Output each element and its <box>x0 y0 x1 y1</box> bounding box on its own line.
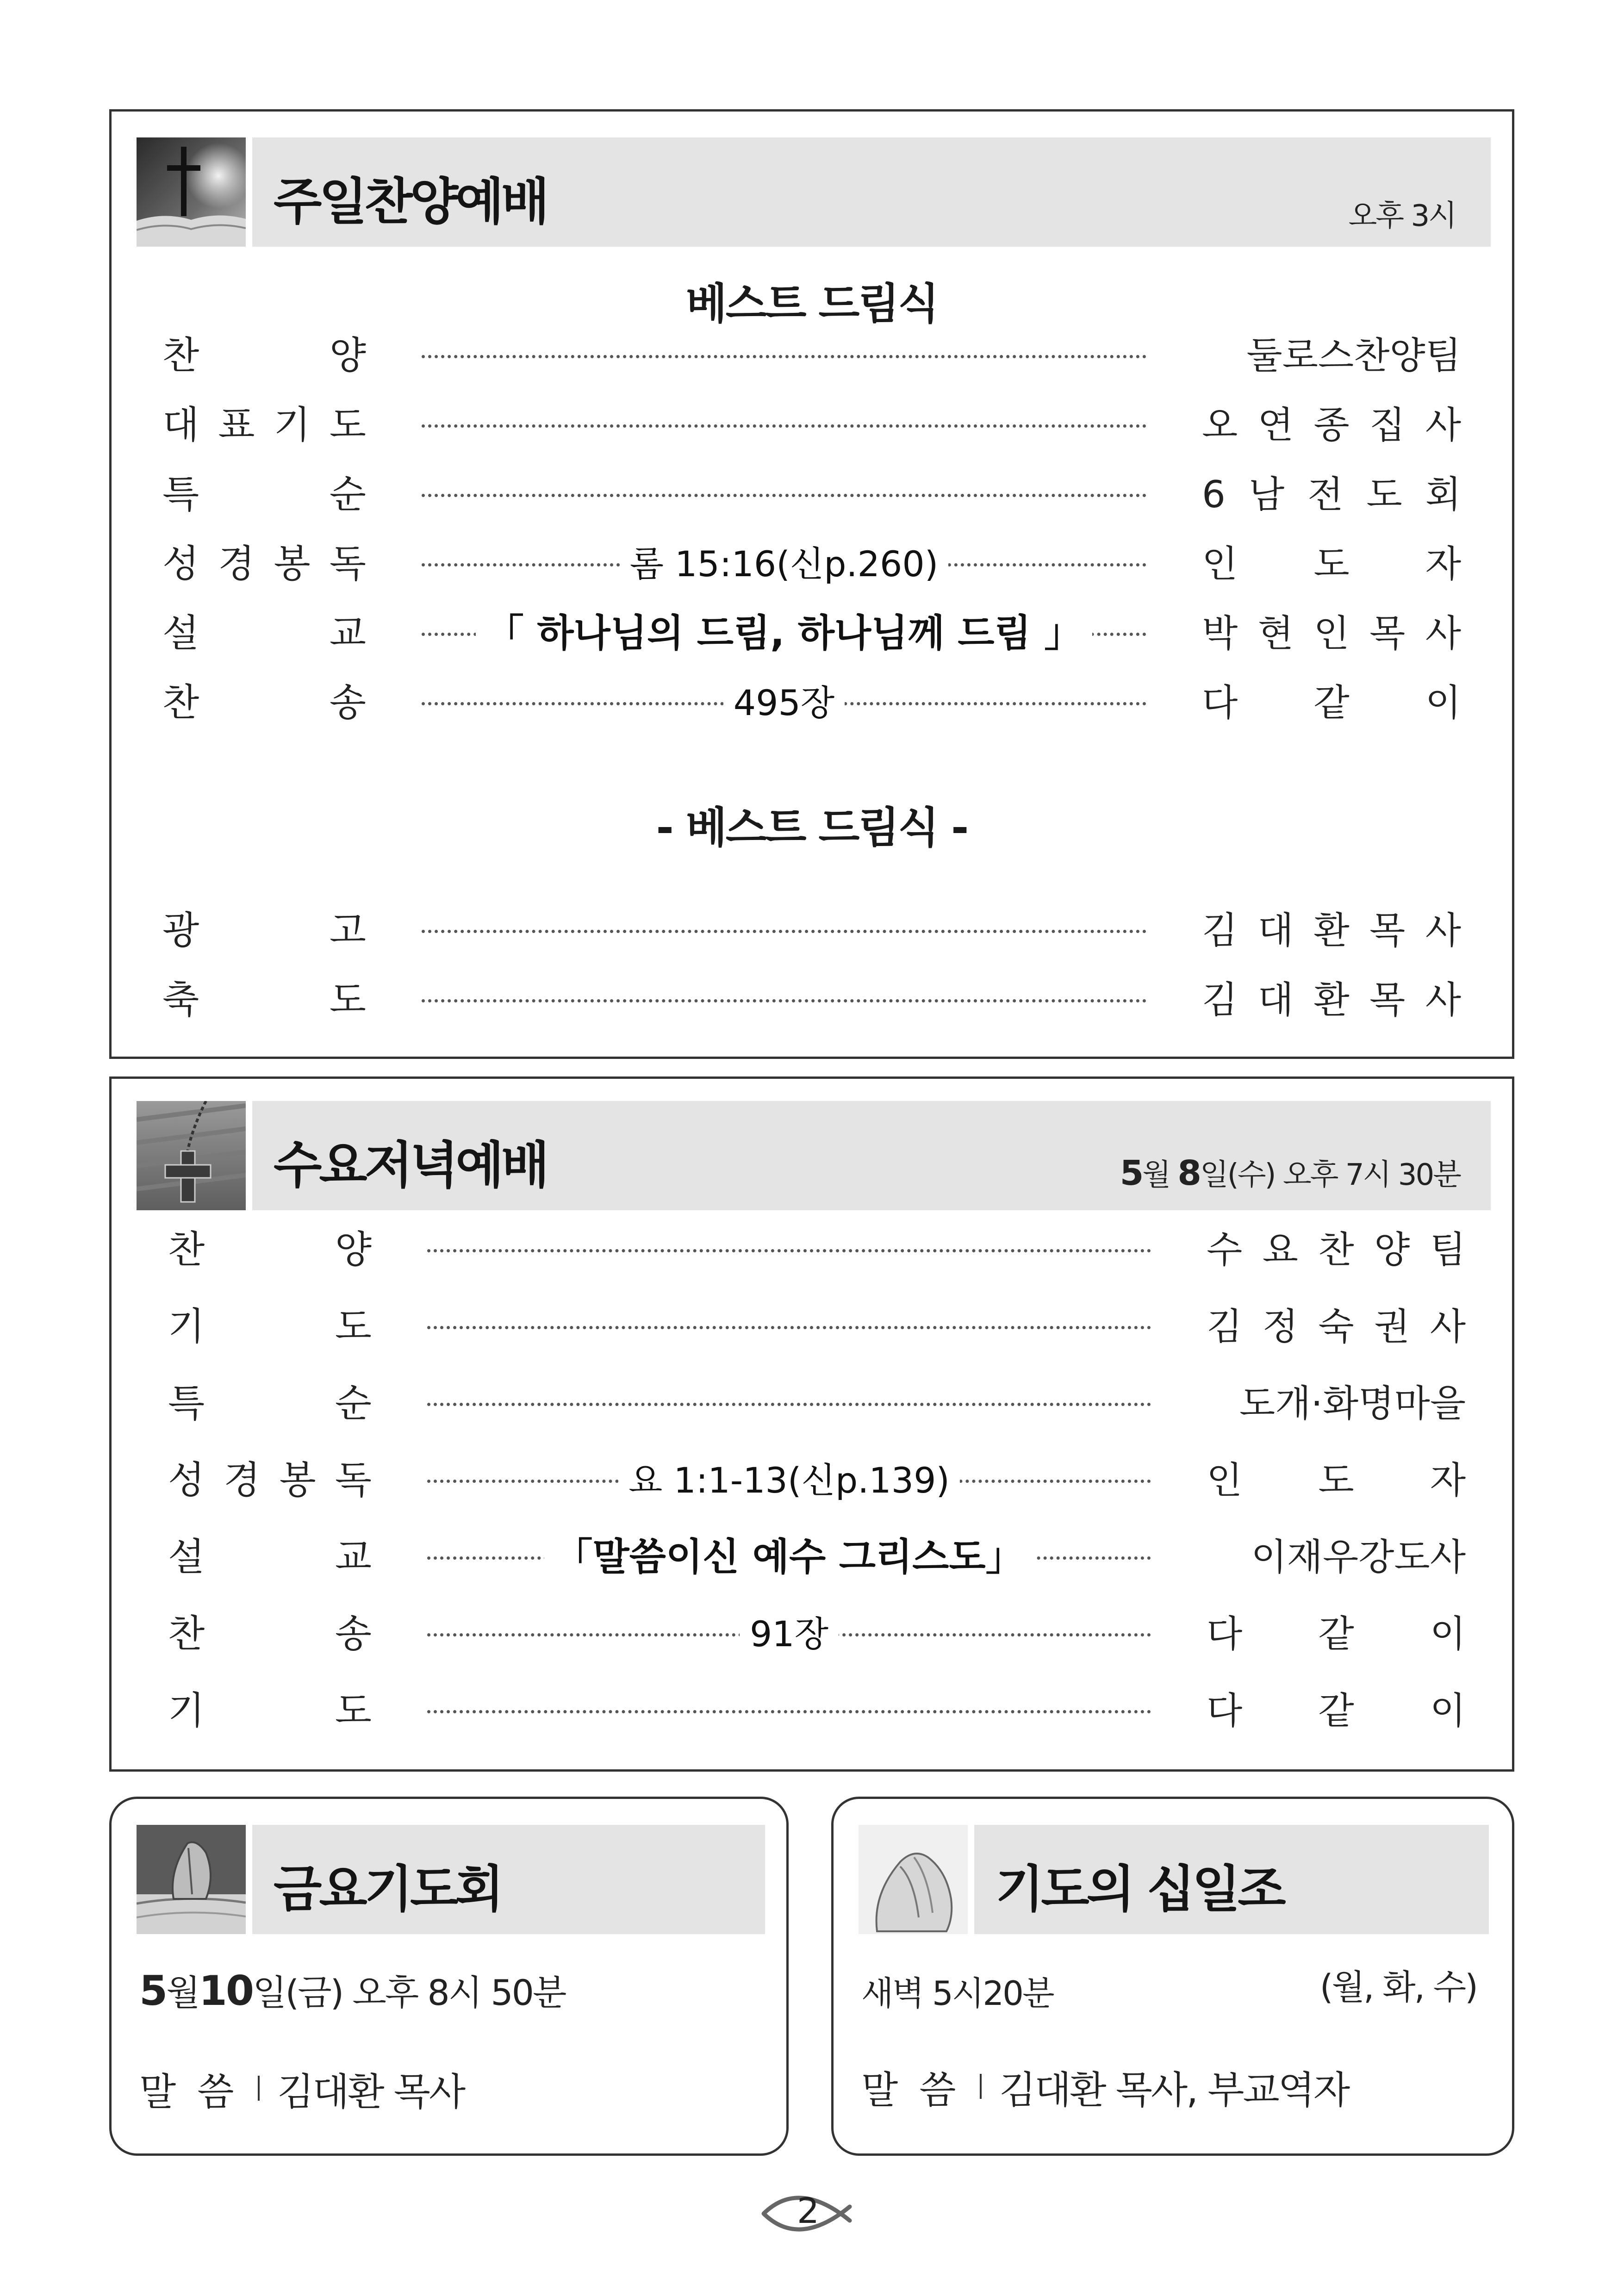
friday-speaker-separator <box>258 2076 260 2101</box>
sunday-title: 주일찬양예배 <box>274 173 547 231</box>
glyph: 성 <box>162 542 199 586</box>
glyph: 사 <box>1425 909 1461 952</box>
program-role <box>168 1611 372 1657</box>
glyph: 현 <box>1257 612 1294 655</box>
program-detail-wrap <box>422 680 1146 726</box>
program-role <box>168 1457 372 1504</box>
program-detail: 495장 <box>723 682 845 723</box>
program-detail: 요 1:1-13(신p.139) <box>618 1460 960 1501</box>
glyph: 설 <box>168 1535 205 1579</box>
glyph: 도 <box>1366 473 1402 516</box>
glyph: 권 <box>1374 1305 1410 1348</box>
glyph: 특 <box>168 1381 205 1425</box>
friday-date-month: 5 <box>139 1967 167 2015</box>
program-detail: 「 하나님의 드림, 하나님께 드림 」 <box>476 611 1092 655</box>
glyph: 순 <box>329 473 366 516</box>
program-row <box>162 680 1461 726</box>
glyph: 봉 <box>279 1458 316 1502</box>
friday-speaker: 김대환 목사 <box>277 2070 465 2114</box>
glyph: 인 <box>1202 542 1238 585</box>
wednesday-date-month: 5 <box>1120 1153 1143 1193</box>
friday-date <box>139 1965 565 2015</box>
glyph: 같 <box>1313 681 1350 724</box>
glyph: 도 <box>329 403 366 447</box>
program-person <box>1202 402 1461 448</box>
wednesday-title: 수요저녁예배 <box>274 1137 547 1195</box>
cross-necklace-photo <box>137 1101 246 1210</box>
glyph: 사 <box>1430 1305 1466 1348</box>
glyph: 김 <box>1202 909 1238 952</box>
glyph: 환 <box>1313 978 1350 1021</box>
tithe-days: (월, 화, 수) <box>1319 1967 1477 2007</box>
program-person <box>1207 1457 1466 1504</box>
glyph: 정 <box>1262 1305 1298 1348</box>
sunday-heading: 베스트 드림식 <box>685 279 938 329</box>
program-row <box>162 333 1461 379</box>
glyph: 광 <box>162 908 199 952</box>
glyph: 찬 <box>168 1228 205 1272</box>
program-person <box>1207 1688 1466 1734</box>
glyph: 종 <box>1313 404 1350 447</box>
dotted-leader <box>427 1326 1151 1329</box>
glyph: 독 <box>329 542 366 586</box>
glyph: 같 <box>1318 1689 1354 1732</box>
glyph: 경 <box>218 542 255 586</box>
glyph: 표 <box>218 403 255 447</box>
glyph: 숙 <box>1318 1305 1354 1348</box>
program-role <box>162 333 366 379</box>
wednesday-date-day: 8 <box>1177 1153 1200 1193</box>
program-row <box>168 1688 1466 1734</box>
dotted-leader <box>427 1403 1151 1406</box>
glyph: 사 <box>1425 404 1461 447</box>
cross-candle-photo <box>137 137 246 247</box>
dotted-leader <box>427 1710 1151 1713</box>
program-role <box>168 1534 372 1580</box>
wednesday-date-rest: 일(수) 오후 7시 30분 <box>1200 1158 1460 1192</box>
sunday-service-box <box>109 109 1514 1059</box>
glyph: 도 <box>335 1305 372 1349</box>
glyph: 연 <box>1257 404 1294 447</box>
glyph: 김 <box>1202 978 1238 1021</box>
glyph: 송 <box>335 1612 372 1656</box>
friday-prayer-box <box>109 1797 789 2156</box>
friday-speaker-label: 말 씀 <box>139 2070 239 2114</box>
glyph: 대 <box>162 403 199 447</box>
glyph: 요 <box>1262 1228 1298 1271</box>
tithe-title: 기도의 십일조 <box>996 1860 1283 1918</box>
glyph: 특 <box>162 473 199 516</box>
tithe-speaker: 김대환 목사, 부교역자 <box>999 2068 1349 2112</box>
wednesday-date-month-unit: 월 <box>1142 1158 1170 1192</box>
program-person <box>1202 610 1461 657</box>
glyph: 찬 <box>162 334 199 378</box>
program-detail-wrap <box>427 1457 1151 1504</box>
tithe-prayer-box <box>831 1797 1514 2156</box>
glyph: 김 <box>1207 1305 1243 1348</box>
glyph: 전 <box>1307 473 1344 516</box>
program-detail: 「말씀이신 예수 그리스도」 <box>544 1535 1033 1579</box>
glyph: 송 <box>329 681 366 725</box>
glyph: 경 <box>224 1458 261 1502</box>
program-detail: 91장 <box>740 1613 839 1655</box>
glyph: 도 <box>1313 542 1350 585</box>
glyph: 목 <box>1369 612 1406 655</box>
glyph: 6 <box>1202 473 1226 516</box>
sunday-interlude: - 베스트 드림식 - <box>656 803 968 852</box>
glyph: 오 <box>1202 404 1238 447</box>
program-row <box>168 1304 1466 1350</box>
glyph: 순 <box>335 1381 372 1425</box>
friday-header-bar <box>252 1825 765 1934</box>
program-row <box>162 908 1461 954</box>
dotted-leader <box>422 355 1146 358</box>
program-person <box>1202 472 1461 518</box>
glyph: 교 <box>329 611 366 655</box>
glyph: 박 <box>1202 612 1238 655</box>
glyph: 다 <box>1207 1612 1243 1655</box>
glyph: 인 <box>1207 1459 1243 1502</box>
dotted-leader <box>422 930 1146 933</box>
sunday-time: 오후 3시 <box>1348 199 1456 233</box>
glyph: 봉 <box>274 542 311 586</box>
program-role <box>168 1227 372 1273</box>
program-role <box>162 402 366 448</box>
program-row <box>162 977 1461 1023</box>
glyph: 찬 <box>168 1612 205 1656</box>
glyph: 대 <box>1257 909 1294 952</box>
friday-title: 금요기도회 <box>274 1860 501 1918</box>
glyph: 집 <box>1369 404 1406 447</box>
friday-date-rest: 일(금) 오후 8시 50분 <box>253 1972 566 2013</box>
glyph: 사 <box>1425 612 1461 655</box>
glyph: 수 <box>1207 1228 1243 1271</box>
glyph: 다 <box>1202 681 1238 724</box>
glyph: 설 <box>162 611 199 655</box>
glyph: 기 <box>168 1305 205 1349</box>
glyph: 도 <box>335 1689 372 1733</box>
program-person: 도개·화명마을 <box>1239 1382 1466 1425</box>
program-detail-wrap <box>427 1611 1151 1657</box>
tithe-speaker-separator <box>980 2074 982 2099</box>
program-row <box>168 1227 1466 1273</box>
program-person <box>1202 541 1461 587</box>
dotted-leader <box>422 494 1146 497</box>
glyph: 환 <box>1313 909 1350 952</box>
glyph: 남 <box>1248 473 1285 516</box>
glyph: 이 <box>1430 1689 1466 1732</box>
glyph: 자 <box>1430 1459 1466 1502</box>
glyph: 축 <box>162 978 199 1022</box>
glyph: 고 <box>329 908 366 952</box>
sunday-header-bar <box>252 137 1491 247</box>
program-person <box>1207 1227 1466 1273</box>
wednesday-date <box>1120 1151 1460 1194</box>
glyph: 양 <box>335 1228 372 1272</box>
glyph: 대 <box>1257 978 1294 1021</box>
glyph: 양 <box>1374 1228 1410 1271</box>
dotted-leader <box>422 424 1146 428</box>
glyph: 자 <box>1425 542 1461 585</box>
glyph: 이 <box>1430 1612 1466 1655</box>
glyph: 회 <box>1425 473 1461 516</box>
program-detail-wrap <box>422 541 1146 587</box>
glyph: 인 <box>1313 612 1350 655</box>
page-number-ichthys <box>757 2184 877 2244</box>
glyph: 기 <box>274 403 311 447</box>
wednesday-service-box <box>109 1076 1514 1772</box>
program-role <box>168 1688 372 1734</box>
tithe-time: 새벽 5시20분 <box>861 1974 1053 2013</box>
program-detail-wrap <box>422 610 1146 657</box>
program-row <box>168 1611 1466 1657</box>
program-person <box>1202 680 1461 726</box>
program-role <box>162 908 366 954</box>
glyph: 목 <box>1369 909 1406 952</box>
praying-hands-bible-photo <box>137 1825 246 1934</box>
program-person <box>1207 1304 1466 1350</box>
dotted-leader <box>427 1249 1151 1252</box>
program-person <box>1202 977 1461 1023</box>
tithe-speaker-label: 말 씀 <box>861 2068 961 2112</box>
glyph: 목 <box>1369 978 1406 1021</box>
glyph: 기 <box>168 1689 205 1733</box>
program-row <box>162 541 1461 587</box>
program-role <box>162 977 366 1023</box>
glyph: 찬 <box>162 681 199 725</box>
praying-hands-photo <box>859 1825 968 1934</box>
program-row <box>162 610 1461 657</box>
tithe-header-bar <box>974 1825 1489 1934</box>
glyph: 도 <box>329 978 366 1022</box>
program-detail: 롬 15:16(신p.260) <box>620 543 949 585</box>
glyph: 다 <box>1207 1689 1243 1732</box>
glyph: 사 <box>1425 978 1461 1021</box>
wednesday-header-bar <box>252 1101 1491 1210</box>
program-role <box>162 680 366 726</box>
program-detail-wrap <box>427 1534 1151 1580</box>
glyph: 찬 <box>1318 1228 1354 1271</box>
glyph: 성 <box>168 1458 205 1502</box>
program-row <box>168 1534 1466 1580</box>
program-role <box>168 1381 372 1427</box>
program-person: 둘로스찬양팀 <box>1246 334 1461 377</box>
program-row <box>162 402 1461 448</box>
glyph: 양 <box>329 334 366 378</box>
glyph: 독 <box>335 1458 372 1502</box>
program-role <box>162 541 366 587</box>
page-number: 2 <box>797 2190 820 2231</box>
friday-date-day: 10 <box>199 1967 253 2015</box>
program-person <box>1207 1611 1466 1657</box>
glyph: 도 <box>1318 1459 1354 1502</box>
glyph: 팀 <box>1430 1228 1466 1271</box>
dotted-leader <box>422 999 1146 1002</box>
program-person: 이재우강도사 <box>1251 1536 1466 1579</box>
program-role <box>162 610 366 657</box>
program-row <box>168 1457 1466 1504</box>
program-role <box>162 472 366 518</box>
glyph: 이 <box>1425 681 1461 724</box>
glyph: 교 <box>335 1535 372 1579</box>
program-role <box>168 1304 372 1350</box>
program-row <box>168 1381 1466 1427</box>
friday-date-month-unit: 월 <box>166 1972 199 2013</box>
glyph: 같 <box>1318 1612 1354 1655</box>
program-row <box>162 472 1461 518</box>
program-person <box>1202 908 1461 954</box>
